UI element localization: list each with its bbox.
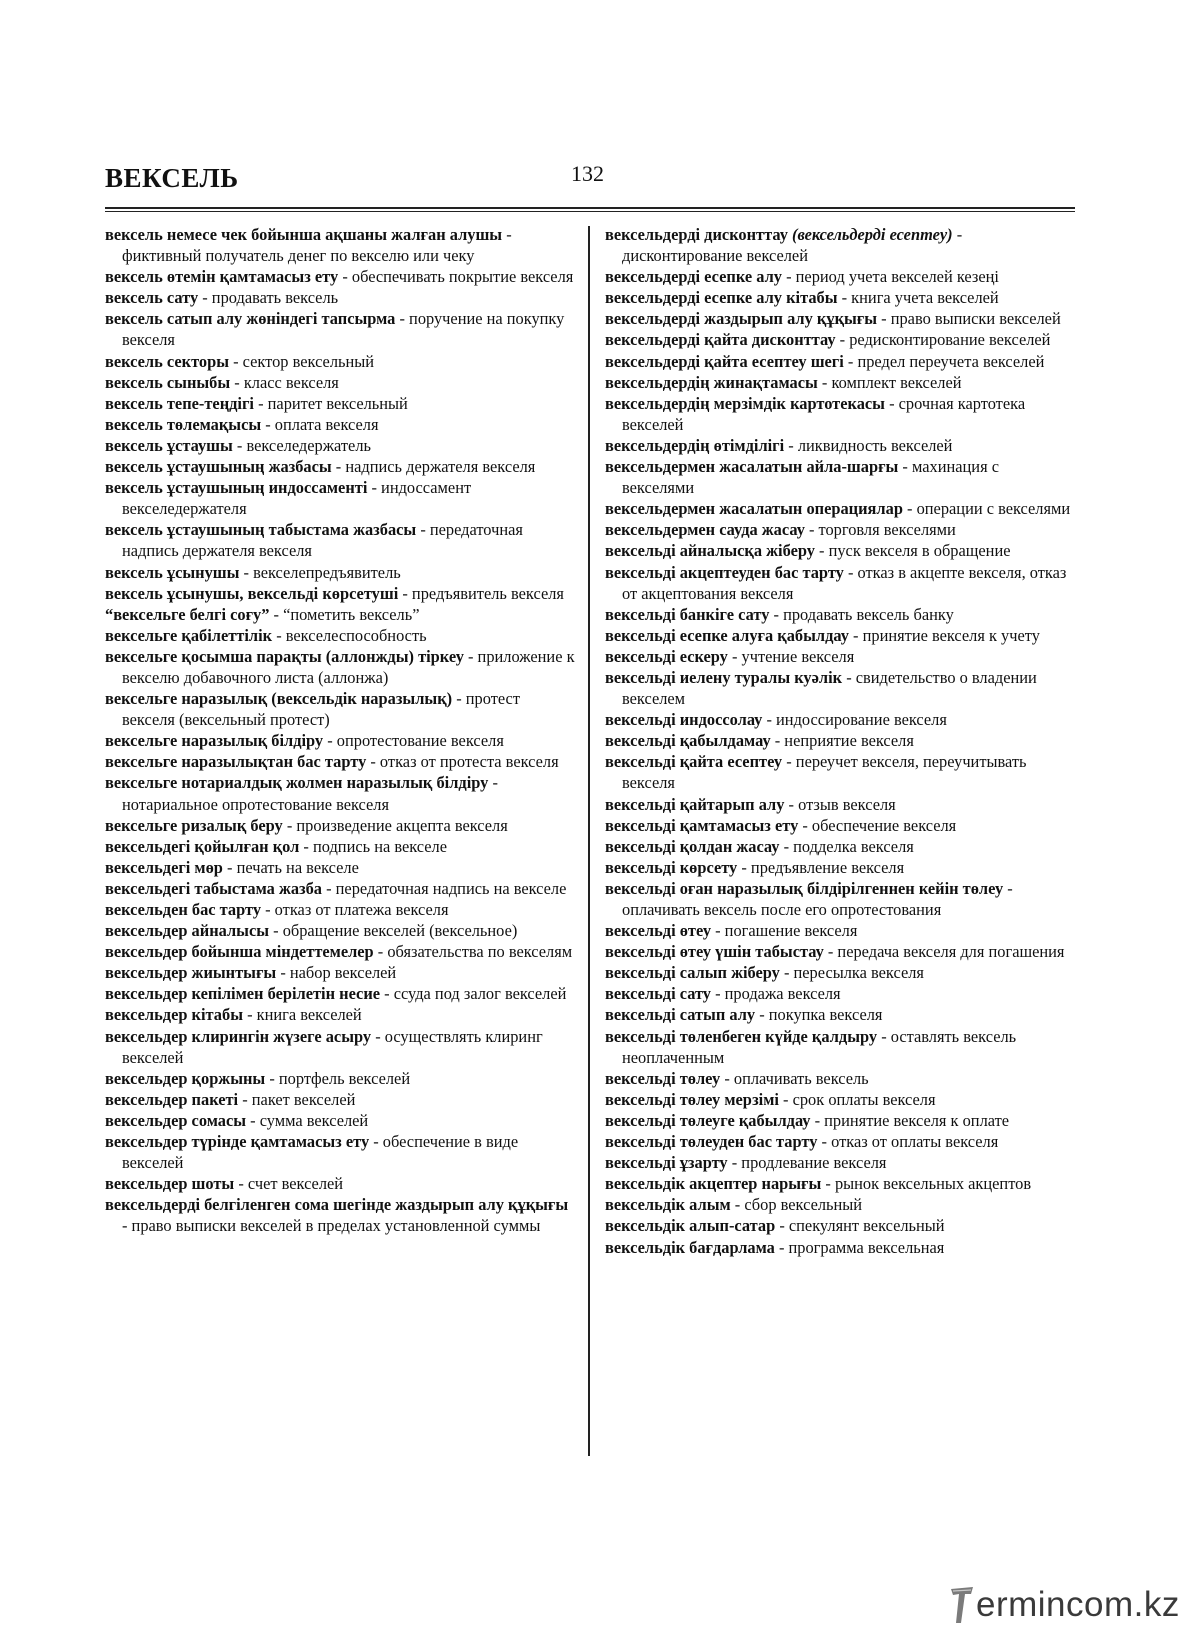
dictionary-entry (105, 1173, 575, 1194)
entry-definition: - продажа векселя (711, 984, 841, 1004)
entry-definition: - подделка векселя (779, 836, 914, 856)
entry-definition: - предел переучета векселей (843, 351, 1045, 371)
entry-definition: - счет векселей (234, 1174, 344, 1194)
dictionary-entry (105, 224, 575, 266)
page-header (105, 155, 1075, 205)
entry-term: вексельге нотариалдық жолмен наразылық білдіру (105, 773, 489, 793)
entry-term: вексельді төлеуден бас тарту (605, 1132, 818, 1152)
dictionary-entry (605, 498, 1075, 519)
dictionary-entry (105, 393, 575, 414)
entry-definition: - оплачивать вексель (720, 1068, 869, 1088)
entry-note: (вексельдерді есептеу) (792, 225, 953, 244)
entry-definition: - книга векселей (243, 1005, 362, 1025)
dictionary-entry (105, 730, 575, 751)
dictionary-entry (605, 857, 1075, 878)
dictionary-entry (105, 372, 575, 393)
watermark-text (950, 1585, 1180, 1625)
dictionary-entry (605, 1131, 1075, 1152)
entry-term: вексель сыныбы (105, 372, 231, 392)
entry-term: вексельді сатып алу (605, 1005, 756, 1025)
entry-definition: - комплект векселей (817, 372, 962, 392)
entry-term: вексельге қабілеттілік (105, 625, 273, 645)
dictionary-entry (105, 1110, 575, 1131)
entry-definition: - продлевание векселя (727, 1153, 887, 1173)
dictionary-entry (605, 920, 1075, 941)
entry-term: вексельдердің өтімділігі (605, 435, 785, 455)
dictionary-entry (605, 1173, 1075, 1194)
dictionary-entry (105, 920, 575, 941)
entry-term: “вексельге белгі соғу” (105, 604, 270, 624)
entry-definition: - предъявление векселя (737, 857, 905, 877)
dictionary-entry (605, 604, 1075, 625)
entry-definition: - обращение векселей (вексельное) (269, 921, 518, 941)
entry-definition: - отказ от протеста векселя (366, 752, 559, 772)
entry-term: вексельдік алып-сатар (605, 1216, 776, 1236)
entry-definition: - переучет векселя, переучитывать векселя (622, 752, 1027, 793)
dictionary-entry (105, 477, 575, 519)
entry-term: вексельді индоссолау (605, 710, 763, 730)
dictionary-entry (105, 1068, 575, 1089)
entry-term: вексельдер бойынша міндеттемелер (105, 942, 374, 962)
entry-definition: - оплачивать вексель после его опротестования (622, 878, 1013, 919)
entry-term: вексельді қайта есептеу (605, 752, 783, 772)
dictionary-entry (105, 456, 575, 477)
dictionary-entry (605, 1068, 1075, 1089)
entry-term: вексельдердің жинақтамасы (605, 372, 818, 392)
entry-definition: - отказ в акцепте векселя, отказ от акцептования векселя (622, 562, 1067, 603)
entry-definition: - сбор вексельный (730, 1195, 863, 1215)
dictionary-entry (105, 751, 575, 772)
entry-term: вексельдік алым (605, 1195, 731, 1215)
dictionary-entry (605, 1215, 1075, 1236)
entry-term: вексельге ризалық беру (105, 815, 283, 835)
entry-term: вексельдер кітабы (105, 1005, 243, 1025)
dictionary-entry (105, 1089, 575, 1110)
entry-term: вексель тепе-теңдігі (105, 393, 254, 413)
entry-term: вексельді акцептеуден бас тарту (605, 562, 844, 582)
entry-term: вексельдер қоржыны (105, 1068, 266, 1088)
dictionary-entry (605, 667, 1075, 709)
dictionary-entry (105, 962, 575, 983)
dictionary-entry (605, 709, 1075, 730)
dictionary-entry (605, 1089, 1075, 1110)
entry-term: вексельден бас тарту (105, 900, 262, 919)
dictionary-entry (105, 266, 575, 287)
entry-definition: - приложение к векселю добавочного листа (аллонжа) (122, 646, 575, 687)
entry-term: вексельді банкіге сату (605, 604, 770, 624)
entry-definition: - отказ от оплаты векселя (817, 1132, 999, 1152)
entry-term: вексельдерді дисконттау (605, 225, 788, 244)
entry-definition: - индоссамент векселедержателя (122, 478, 472, 519)
entry-term: вексельді қолдан жасау (605, 836, 780, 856)
entry-definition: - обеспечение в виде векселей (122, 1132, 519, 1173)
entry-definition: - поручение на покупку векселя (122, 309, 565, 350)
dictionary-entry (105, 351, 575, 372)
entry-definition: - нотариальное опротестование векселя (122, 773, 498, 814)
entry-term: вексельдер кепілімен берілетін несие (105, 984, 381, 1004)
dictionary-entry (605, 751, 1075, 793)
dictionary-entry (105, 562, 575, 583)
entry-term: вексельді айналысқа жіберу (605, 541, 815, 561)
dictionary-entry (105, 287, 575, 308)
entry-term: вексельді оған наразылық білдірілгеннен кейін төлеу (605, 878, 1004, 898)
dictionary-entry (105, 899, 575, 920)
entry-definition: - протест векселя (вексельный протест) (122, 689, 520, 730)
dictionary-entry (105, 983, 575, 1004)
entry-term: вексельді төлеуге қабылдау (605, 1110, 811, 1130)
entry-term: вексельдер пакеті (105, 1089, 239, 1109)
dictionary-entry (105, 857, 575, 878)
dictionary-entry (105, 583, 575, 604)
dictionary-entry (105, 688, 575, 730)
entry-term: вексельдегі қойылған қол (105, 836, 300, 856)
entry-term: вексельдермен жасалатын операциялар (605, 499, 903, 519)
entry-term: вексельді ұзарту (605, 1153, 728, 1173)
entry-definition: - передаточная надпись на векселе (322, 878, 567, 898)
dictionary-entry (105, 1026, 575, 1068)
dictionary-column-left (105, 224, 575, 1237)
dictionary-entry (105, 646, 575, 688)
entry-definition: - предъявитель векселя (398, 583, 564, 603)
entry-term: вексельге наразылық білдіру (105, 731, 324, 751)
dictionary-entry (105, 878, 575, 899)
entry-definition: - передаточная надпись держателя векселя (122, 520, 523, 561)
dictionary-entry (105, 815, 575, 836)
entry-definition: - передача векселя для погашения (823, 942, 1065, 962)
header-rule-thick (105, 207, 1075, 209)
entry-definition: - пуск векселя в обращение (814, 541, 1011, 561)
entry-term: вексельдегі табыстама жазба (105, 878, 322, 898)
entry-definition: - срок оплаты векселя (778, 1089, 936, 1109)
entry-term: вексель секторы (105, 351, 230, 371)
entry-definition: - принятие векселя к оплате (810, 1110, 1010, 1130)
entry-term: вексельдер жиынтығы (105, 963, 277, 983)
entry-definition: - портфель векселей (265, 1068, 411, 1088)
dictionary-entry (105, 519, 575, 561)
site-watermark (950, 1585, 1180, 1629)
entry-definition: - оставлять вексель неоплаченным (622, 1026, 1017, 1067)
dictionary-entry (105, 625, 575, 646)
entry-definition: - покупка векселя (755, 1005, 883, 1025)
entry-definition: - ликвидность векселей (784, 435, 953, 455)
entry-term: вексельдер айналысы (105, 921, 270, 941)
entry-term: вексельдерді қайта дисконттау (605, 330, 836, 350)
entry-definition: - индоссирование векселя (762, 710, 947, 730)
dictionary-entry (605, 730, 1075, 751)
entry-term: вексель ұстаушының табыстама жазбасы (105, 520, 417, 540)
entry-definition: - векселеспособность (272, 625, 427, 645)
entry-definition: - векселедержатель (232, 435, 371, 455)
dictionary-entry (605, 1004, 1075, 1025)
entry-definition: - произведение акцепта векселя (282, 815, 508, 835)
entry-definition: - свидетельство о владении векселем (622, 667, 1037, 709)
entry-definition: - махинация с векселями (622, 457, 999, 498)
entry-term: вексельді өтеу (605, 921, 712, 941)
entry-definition: - обязательства по векселям (373, 942, 573, 962)
dictionary-entry (605, 562, 1075, 604)
dictionary-entry (605, 983, 1075, 1004)
dictionary-entry (605, 794, 1075, 815)
entry-definition: - спекулянт вексельный (775, 1216, 945, 1236)
entry-term: вексельді қамтамасыз ету (605, 815, 799, 835)
entry-definition: - отказ от платежа векселя (261, 900, 449, 919)
dictionary-entry (105, 1194, 575, 1236)
entry-term: вексельге наразылықтан бас тарту (105, 752, 367, 772)
entry-definition: - торговля векселями (804, 520, 956, 540)
dictionary-entry (605, 941, 1075, 962)
entry-term: вексельдегі мөр (105, 857, 223, 877)
entry-term: вексель төлемақысы (105, 414, 262, 434)
entry-term: вексельді төленбеген күйде қалдыру (605, 1026, 878, 1046)
entry-definition: - осуществлять клиринг векселей (122, 1026, 543, 1067)
entry-definition: - принятие векселя к учету (848, 625, 1040, 645)
entry-definition: - период учета векселей кезеңі (782, 267, 999, 287)
entry-term: вексельдердің мерзімдік картотекасы (605, 393, 885, 413)
entry-term: вексельді есепке алуға қабылдау (605, 625, 849, 645)
entry-definition: - операции с векселями (902, 499, 1071, 519)
entry-term: вексельді төлеу мерзімі (605, 1089, 779, 1109)
entry-term: вексельдерді жаздырып алу құқығы (605, 309, 878, 329)
dictionary-entry (605, 266, 1075, 287)
dictionary-entry (605, 224, 1075, 266)
dictionary-entry (605, 1194, 1075, 1215)
dictionary-entry (105, 1004, 575, 1025)
dictionary-entry (605, 815, 1075, 836)
dictionary-column-right (605, 224, 1075, 1258)
entry-definition: - подпись на векселе (299, 836, 448, 856)
entry-term: вексель ұсынушы, вексельді көрсетуші (105, 583, 399, 603)
entry-term: вексель немесе чек бойынша ақшаны жалған алушы (105, 225, 503, 244)
entry-term: вексель өтемін қамтамасыз ету (105, 267, 339, 287)
dictionary-entry (605, 393, 1075, 435)
entry-term: вексель ұстаушының жазбасы (105, 457, 332, 477)
entry-term: вексельдерді есепке алу кітабы (605, 288, 838, 308)
dictionary-entry (605, 1152, 1075, 1173)
dictionary-entry (605, 1026, 1075, 1068)
dictionary-entry (605, 329, 1075, 350)
entry-term: вексель ұстаушы (105, 435, 233, 455)
entry-term: вексель сатып алу жөніндегі тапсырма (105, 309, 396, 329)
entry-definition: - набор векселей (276, 963, 397, 983)
entry-definition: - опротестование векселя (323, 731, 504, 751)
dictionary-entry (605, 1110, 1075, 1131)
entry-term: вексельге наразылық (вексельдік наразылық) (105, 689, 453, 709)
entry-definition: - право выписки векселей (877, 309, 1061, 329)
entry-term: вексельдер шоты (105, 1174, 235, 1194)
entry-definition: - отзыв векселя (784, 794, 896, 814)
dictionary-entry (605, 308, 1075, 329)
dictionary-entry (605, 519, 1075, 540)
entry-term: вексельдік акцептер нарығы (605, 1174, 822, 1194)
column-divider (588, 226, 590, 1456)
entry-definition: - пересылка векселя (779, 963, 924, 983)
dictionary-entry (605, 435, 1075, 456)
dictionary-entry (105, 414, 575, 435)
dictionary-entry (105, 308, 575, 350)
entry-definition: - дисконтирование векселей (622, 225, 963, 266)
dictionary-entry (605, 456, 1075, 498)
dictionary-entry (605, 351, 1075, 372)
entry-term: вексельдерді есепке алу (605, 267, 782, 287)
entry-definition: - паритет вексельный (254, 393, 408, 413)
entry-term: вексельдермен жасалатын айла-шарғы (605, 457, 899, 477)
entry-definition: - сумма векселей (246, 1110, 369, 1130)
dictionary-entry (605, 878, 1075, 920)
entry-definition: - срочная картотека векселей (622, 393, 1026, 434)
entry-definition: - печать на векселе (222, 857, 359, 877)
entry-definition: - продавать вексель (198, 288, 339, 308)
entry-definition: - пакет векселей (238, 1089, 356, 1109)
entry-definition: - книга учета векселей (837, 288, 999, 308)
entry-term: вексельдерді қайта есептеу шегі (605, 351, 844, 371)
entry-definition: - “пометить вексель” (269, 604, 420, 624)
entry-definition: - надпись держателя векселя (331, 457, 536, 477)
header-rule-thin (105, 211, 1075, 212)
dictionary-entry (105, 604, 575, 625)
entry-definition: - класс векселя (230, 372, 339, 392)
entry-definition: - оплата векселя (261, 414, 379, 434)
entry-definition: - учтение векселя (727, 646, 855, 666)
entry-term: вексель ұсынушы (105, 562, 240, 582)
entry-definition: - редисконтирование векселей (835, 330, 1051, 350)
entry-term: вексельді қайтарып алу (605, 794, 785, 814)
entry-term: вексельді ескеру (605, 646, 728, 666)
dictionary-entry (105, 836, 575, 857)
entry-definition: - рынок вексельных акцептов (821, 1174, 1032, 1194)
dictionary-entry (105, 772, 575, 814)
entry-definition: - векселепредъявитель (239, 562, 401, 582)
entry-definition: - обеспечивать покрытие векселя (338, 267, 574, 287)
dictionary-entry (605, 836, 1075, 857)
entry-term: вексельді төлеу (605, 1068, 721, 1088)
dictionary-entry (105, 1131, 575, 1173)
entry-term: вексельдер клирингін жүзеге асыру (105, 1026, 372, 1046)
entry-term: вексельді көрсету (605, 857, 738, 877)
entry-term: вексельдер сомасы (105, 1110, 247, 1130)
entry-definition: - программа вексельная (774, 1237, 945, 1257)
dictionary-entry (105, 941, 575, 962)
entry-definition: - обеспечение векселя (798, 815, 957, 835)
entry-term: вексельді салып жіберу (605, 963, 780, 983)
dictionary-entry (605, 625, 1075, 646)
entry-definition: - право выписки векселей в пределах установленной суммы (122, 1216, 541, 1236)
entry-definition: - продавать вексель банку (769, 604, 954, 624)
entry-definition: - неприятие векселя (770, 731, 914, 751)
entry-term: вексельдер түрінде қамтамасыз ету (105, 1132, 370, 1152)
entry-definition: - сектор вексельный (229, 351, 375, 371)
entry-definition: - фиктивный получатель денег по векселю или чеку (122, 225, 512, 266)
entry-term: вексель сату (105, 288, 199, 308)
entry-term: вексельдерді белгіленген сома шегінде жаздырып алу құқығы (105, 1195, 569, 1215)
entry-term: вексельдік бағдарлама (605, 1237, 775, 1257)
watermark-visible-text: ermincom.kz (976, 1585, 1180, 1624)
dictionary-entry (605, 372, 1075, 393)
dictionary-entry (605, 287, 1075, 308)
entry-term: вексельге қосымша парақты (аллонжды) тіркеу (105, 646, 464, 666)
running-head-word: ВЕКСЕЛЬ (105, 163, 239, 193)
dictionary-entry (605, 962, 1075, 983)
page-number: 132 (571, 161, 604, 186)
entry-term: вексельді иелену туралы куәлік (605, 667, 843, 687)
entry-term: вексельді өтеу үшін табыстау (605, 942, 824, 962)
dictionary-entry (605, 646, 1075, 667)
dictionary-entry (105, 435, 575, 456)
entry-definition: - ссуда под залог векселей (380, 984, 567, 1004)
entry-term: вексельді сату (605, 984, 711, 1004)
entry-term: вексельді қабылдамау (605, 731, 771, 751)
entry-definition: - погашение векселя (711, 921, 858, 941)
dictionary-entry (605, 540, 1075, 561)
entry-term: вексельдермен сауда жасау (605, 520, 805, 540)
dictionary-entry (605, 1237, 1075, 1258)
entry-term: вексель ұстаушының индоссаменті (105, 478, 368, 498)
